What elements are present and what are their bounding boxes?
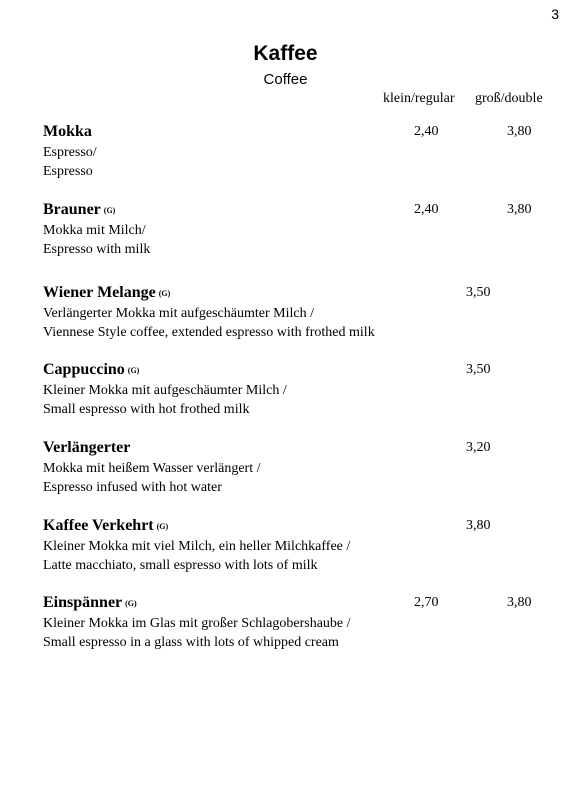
item-name-text: Kaffee Verkehrt [43,517,154,534]
page-subtitle: Coffee [263,71,308,88]
price-large: 3,80 [507,595,532,610]
item-description-en: Small espresso with hot frothed milk [43,402,250,417]
item-description-de: Verlängerter Mokka mit aufgeschäumter Milch / [43,306,314,321]
item-name-text: Einspänner [43,594,123,611]
item-description-de: Mokka mit Milch/ [43,223,146,238]
item-description-en: Espresso with milk [43,242,151,257]
item-description-de: Espresso/ [43,145,97,160]
menu-item-einspaenner [43,593,563,652]
column-header-small: klein/regular [383,91,455,106]
price-small: 2,40 [414,124,439,139]
item-description-de: Kleiner Mokka im Glas mit großer Schlagobershaube / [43,616,351,631]
page-number: 3 [551,6,559,22]
column-header-large: groß/double [475,91,543,106]
item-name-text: Verlängerter [43,439,131,456]
item-description-de: Kleiner Mokka mit aufgeschäumter Milch / [43,383,287,398]
page-title: Kaffee [253,42,318,65]
item-description-de: Mokka mit heißem Wasser verlängert / [43,461,261,476]
menu-item-cappuccino [43,360,563,419]
item-description-de: Kleiner Mokka mit viel Milch, ein heller Milchkaffee / [43,539,351,554]
price-large: 3,80 [507,202,532,217]
allergen-tag: (G) [158,289,171,298]
price-large: 3,80 [507,124,532,139]
item-description-en: Espresso infused with hot water [43,480,222,495]
allergen-tag: (G) [127,366,140,375]
item-description-en: Latte macchiato, small espresso with lots of milk [43,558,318,573]
item-name-text: Cappuccino [43,361,125,378]
price: 3,50 [466,362,491,377]
menu-item-brauner [43,200,563,259]
allergen-tag: (G) [103,206,116,215]
item-name-text: Brauner [43,201,101,218]
item-name-text: Mokka [43,123,92,140]
item-name [43,122,563,143]
item-name [43,200,563,221]
item-description-en: Espresso [43,164,93,179]
item-description-en: Viennese Style coffee, extended espresso with frothed milk [43,325,375,340]
menu-item-mokka [43,122,563,181]
item-description-en: Small espresso in a glass with lots of whipped cream [43,635,339,650]
price: 3,50 [466,285,491,300]
allergen-tag: (G) [125,599,137,608]
price: 3,20 [466,440,491,455]
price: 3,80 [466,518,491,533]
allergen-tag: (G) [156,522,169,531]
item-name-text: Wiener Melange [43,284,156,301]
item-name [43,593,563,614]
price-small: 2,70 [414,595,439,610]
menu-item-kaffee-verkehrt [43,516,563,575]
menu-item-verlaengerter [43,438,563,497]
menu-item-wiener-melange [43,283,563,342]
price-small: 2,40 [414,202,439,217]
